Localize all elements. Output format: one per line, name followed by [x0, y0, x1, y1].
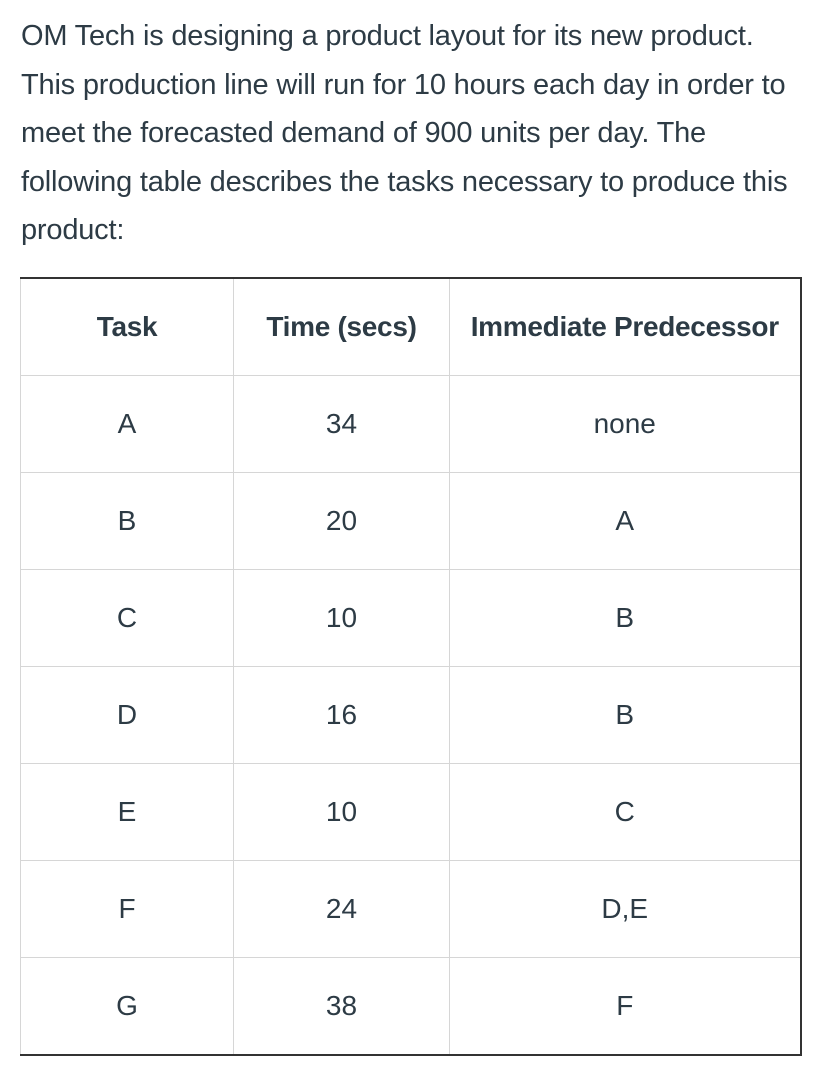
- table-row: [21, 473, 801, 570]
- header-time: Time (secs): [234, 278, 450, 376]
- predecessor-cell: F: [450, 958, 801, 1056]
- table-row: [21, 861, 801, 958]
- table-row: [21, 570, 801, 667]
- time-cell: 16: [234, 667, 450, 764]
- time-cell: 10: [234, 570, 450, 667]
- question-text: OM Tech is designing a product layout for its new product. This production line will run for 10 hours each day in order to meet the forecasted demand of 900 units per day. The following table describes the tasks necessary to produce this product:: [21, 20, 788, 246]
- header-task: Task: [21, 278, 234, 376]
- task-cell: A: [21, 376, 234, 473]
- time-cell: 10: [234, 764, 450, 861]
- predecessor-cell: D,E: [450, 861, 801, 958]
- table-header-row: [21, 278, 801, 376]
- predecessor-cell: none: [450, 376, 801, 473]
- task-table: [20, 277, 802, 1056]
- predecessor-cell: C: [450, 764, 801, 861]
- time-cell: 20: [234, 473, 450, 570]
- task-cell: B: [21, 473, 234, 570]
- predecessor-cell: A: [450, 473, 801, 570]
- time-cell: 34: [234, 376, 450, 473]
- predecessor-cell: B: [450, 667, 801, 764]
- task-cell: E: [21, 764, 234, 861]
- predecessor-cell: B: [450, 570, 801, 667]
- task-cell: G: [21, 958, 234, 1056]
- task-cell: D: [21, 667, 234, 764]
- table-row: [21, 958, 801, 1056]
- table-row: [21, 376, 801, 473]
- table-row: [21, 764, 801, 861]
- table-row: [21, 667, 801, 764]
- task-cell: C: [21, 570, 234, 667]
- task-cell: F: [21, 861, 234, 958]
- time-cell: 24: [234, 861, 450, 958]
- header-predecessor: Immediate Predecessor: [450, 278, 801, 376]
- time-cell: 38: [234, 958, 450, 1056]
